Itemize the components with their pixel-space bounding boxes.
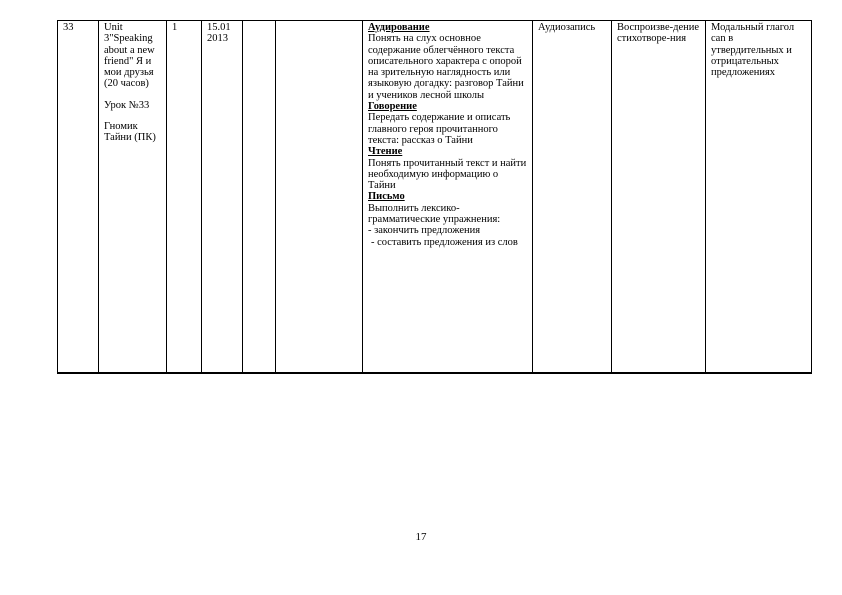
speaking-text: Передать содержание и описать главного героя прочитанного текста: рассказ о Тайни <box>368 112 511 146</box>
hours-cell: 1 <box>167 21 202 373</box>
writing-heading: Письмо <box>368 191 405 203</box>
listening-text: Понять на слух основное содержание облегчённого текста описательного характера с опорой на зрительную наглядность или языковую догадку: разговор Тайни и учеников лесной школы <box>368 33 524 101</box>
listening-heading: Аудирование <box>368 22 430 33</box>
grammar-cell: Модальный глагол can в утвердительных и отрицательных предложениях <box>706 21 812 373</box>
writing-item-1: - закончить предложения <box>368 225 481 237</box>
reading-heading: Чтение <box>368 146 403 158</box>
lesson-number-cell: 33 <box>58 21 99 373</box>
table-row <box>58 21 812 373</box>
material-cell: Аудиозапись <box>533 21 612 373</box>
empty-cell-5 <box>243 21 276 373</box>
activities-cell <box>363 21 533 373</box>
reproduction-cell: Воспроизве-дение стихотворе-ния <box>612 21 706 373</box>
reading-text: Понять прочитанный текст и найти необходимую информацию о Тайни <box>368 157 527 192</box>
empty-cell-6 <box>276 21 363 373</box>
writing-item-2: - составить предложения из слов <box>371 236 518 248</box>
lesson-topic: Гномик Тайни (ПК) <box>104 121 156 144</box>
unit-title: Unit 3"Speaking about a new friend" Я и мои друзья (20 часов) <box>104 22 155 90</box>
page-number: 17 <box>415 531 427 543</box>
date-cell: 15.01 2013 <box>202 21 243 373</box>
writing-text: Выполнить лексико-грамматические упражнения: <box>368 202 501 226</box>
lesson-label: Урок №33 <box>104 99 150 111</box>
unit-cell <box>99 21 167 373</box>
lesson-plan-table <box>57 20 812 374</box>
speaking-heading: Говорение <box>368 101 417 113</box>
